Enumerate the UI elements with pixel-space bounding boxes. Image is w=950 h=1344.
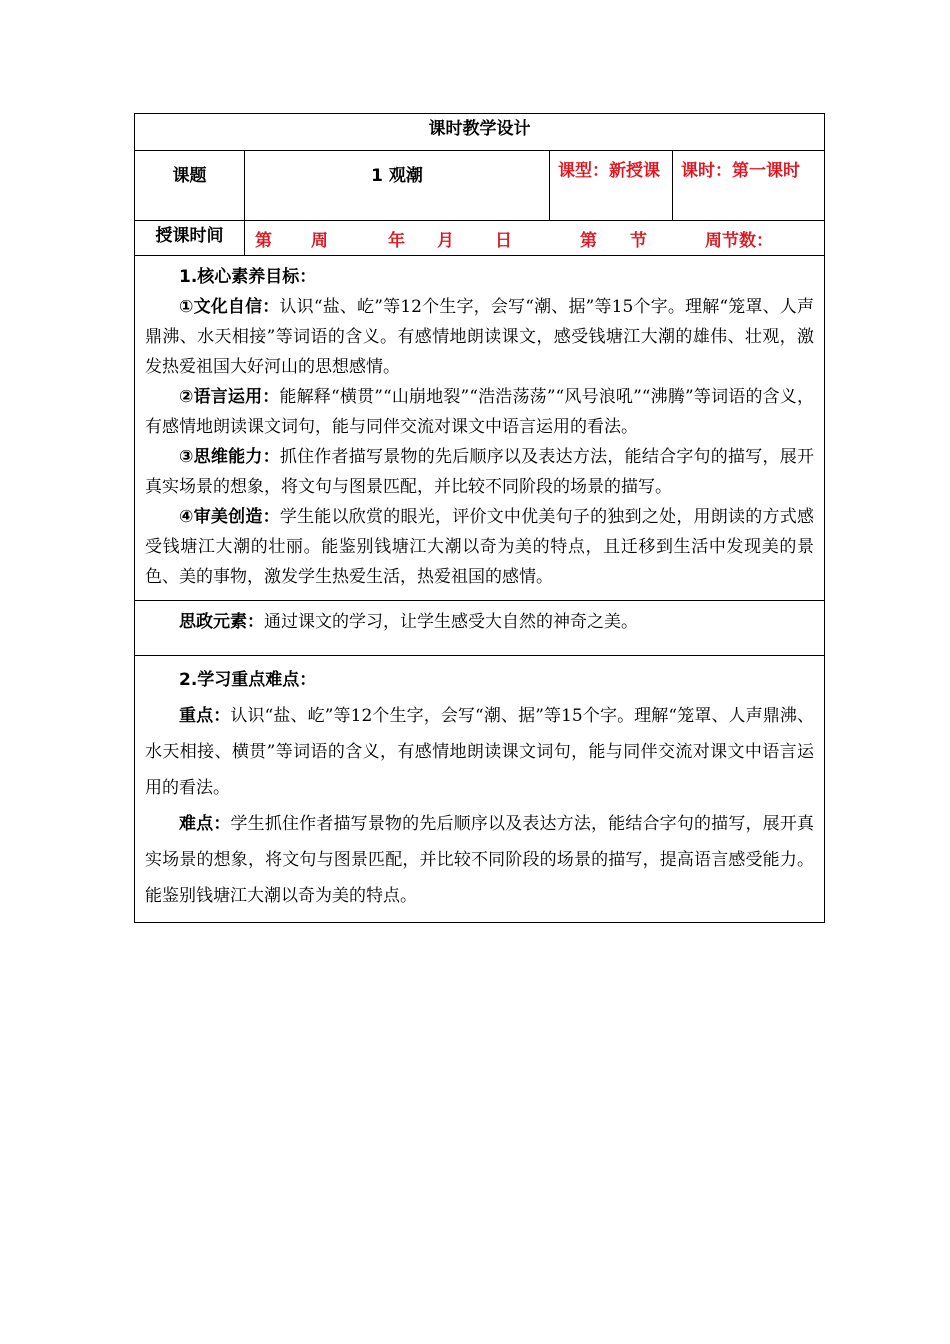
week-unit: 周: [311, 230, 328, 251]
key-points-heading: 2.学习重点难点：: [179, 670, 317, 690]
lesson-design-table: [134, 113, 825, 923]
ideology-text: 思政元素：通过课文的学习，让学生感受大自然的神奇之美。: [179, 612, 638, 632]
goal-item: ①文化自信：认识“盐、屹”等12个生字，会写“潮、据”等15个字。理解“笼罩、人声鼎沸、水天相接”等词语的含义。有感情地朗读课文，感受钱塘江大潮的雄伟、壮观，激发热爱祖国大好河山的思想感情。: [145, 297, 814, 377]
goal-item: ④审美创造：学生能以欣赏的眼光，评价文中优美句子的独到之处，用朗读的方式感受钱塘江大潮的壮丽。能鉴别钱塘江大潮以奇为美的特点，且迁移到生活中发现美的景色、美的事物，激发学生热爱生活，热爱祖国的感情。: [145, 507, 814, 587]
time-fields: [245, 221, 825, 256]
key-points-cell: [135, 656, 825, 923]
week-word: 第: [255, 230, 272, 251]
day-unit: 日: [495, 230, 512, 251]
difficulty-point: 难点：学生抓住作者描写景物的先后顺序以及表达方法，能结合字句的描写，展开真实场景的想象，将文句与图景匹配，并比较不同阶段的场景的描写，提高语言感受能力。能鉴别钱塘江大潮以奇为美的特点。: [145, 814, 814, 906]
core-goals-heading: 1.核心素养目标：: [179, 267, 317, 287]
section-word: 第: [580, 230, 597, 251]
month-unit: 月: [437, 230, 454, 251]
ideology-cell: [135, 601, 825, 656]
lesson-period: 课时：第一课时: [673, 151, 825, 221]
section-unit: 节: [630, 230, 647, 251]
goal-item: ③思维能力：抓住作者描写景物的先后顺序以及表达方法，能结合字句的描写，展开真实场景的想象，将文句与图景匹配，并比较不同阶段的场景的描写。: [145, 447, 814, 497]
week-count: 周节数：: [705, 230, 773, 251]
year-unit: 年: [388, 230, 405, 251]
time-label: 授课时间: [135, 221, 245, 256]
goal-item: ②语言运用：能解释“横贯”“山崩地裂”“浩浩荡荡”“风号浪吼”“沸腾”等词语的含义，有感情地朗读课文词句，能与同伴交流对课文中语言运用的看法。: [145, 387, 814, 437]
lesson-type: 课型：新授课: [550, 151, 673, 221]
topic-label: 课题: [135, 151, 245, 221]
topic-value: 1 观潮: [245, 151, 550, 221]
key-point: 重点：认识“盐、屹”等12个生字，会写“潮、据”等15个字。理解“笼罩、人声鼎沸、水天相接、横贯”等词语的含义，有感情地朗读课文词句，能与同伴交流对课文中语言运用的看法。: [145, 706, 815, 798]
table-title: 课时教学设计: [135, 114, 825, 151]
core-goals-cell: [135, 256, 825, 601]
